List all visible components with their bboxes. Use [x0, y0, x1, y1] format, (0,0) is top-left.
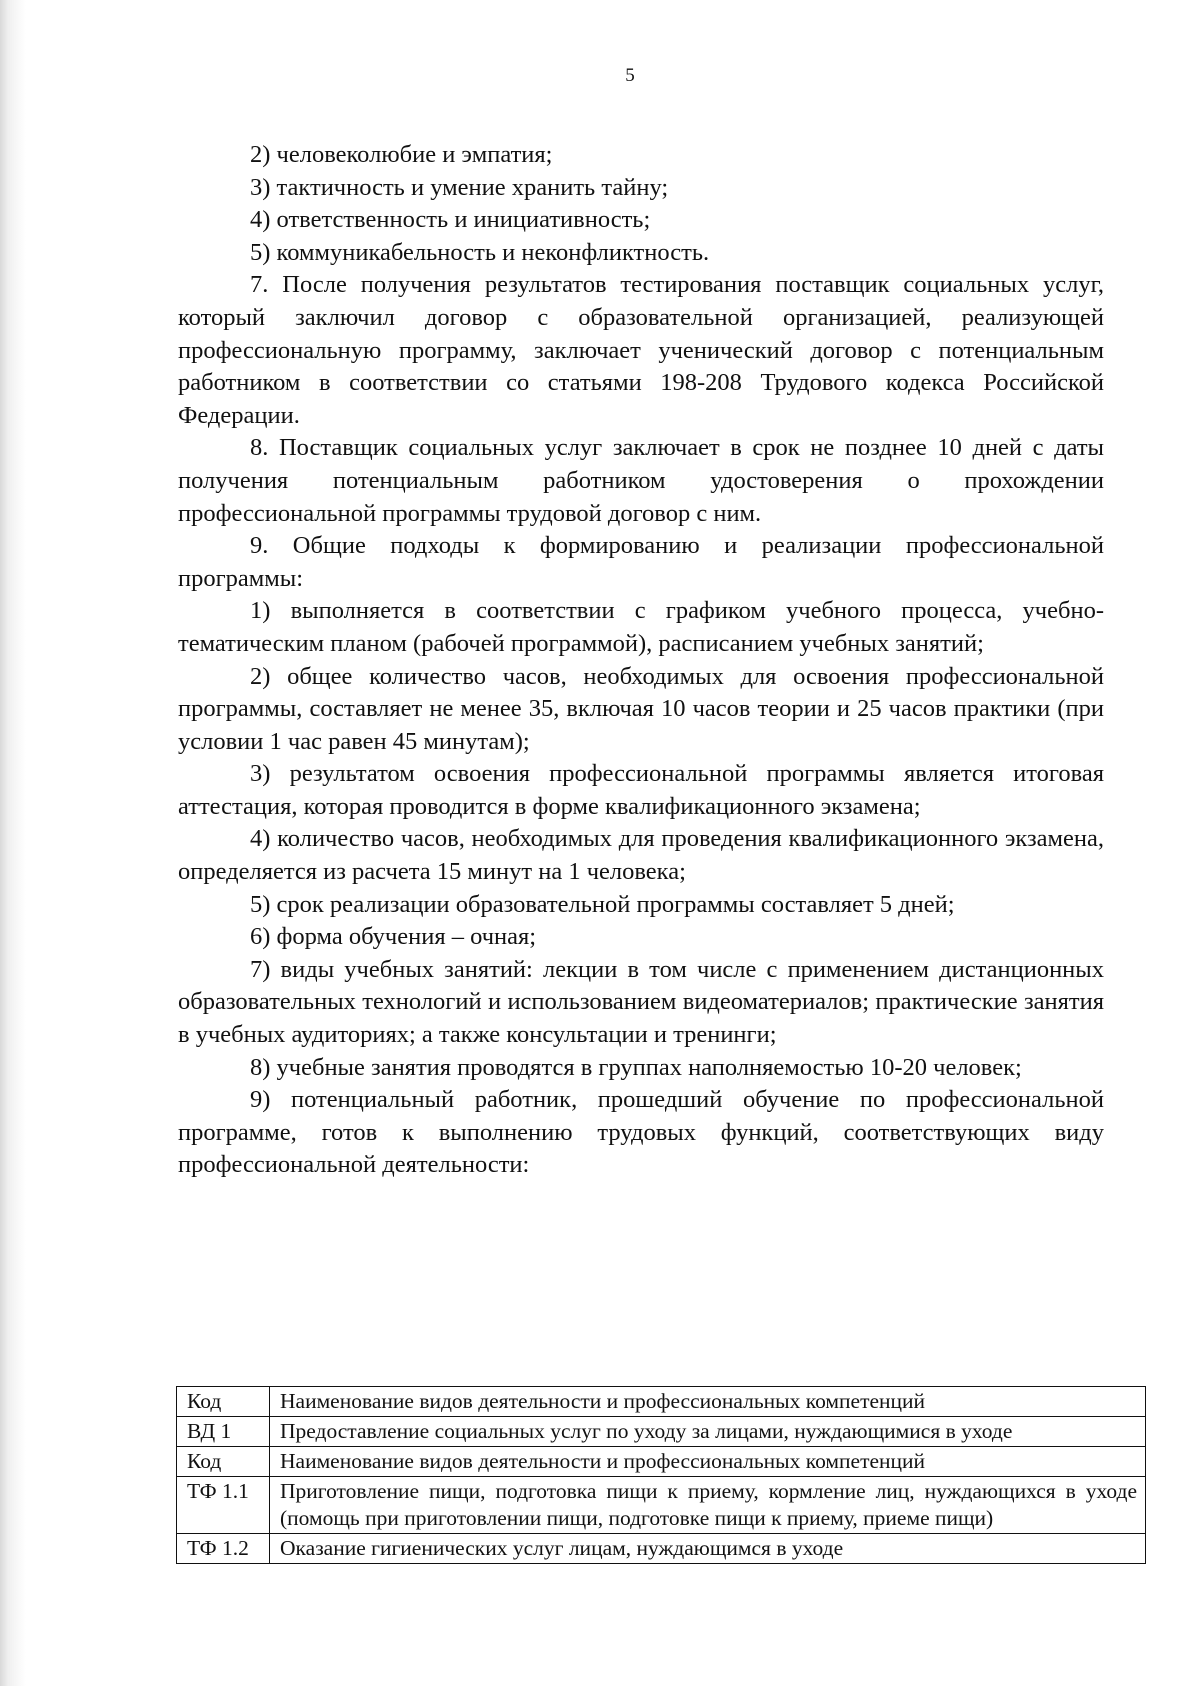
- subclause-5: 5) срок реализации образовательной программы составляет 5 дней;: [250, 890, 955, 918]
- list-item-4: 4) ответственность и инициативность;: [250, 206, 651, 234]
- scan-edge-shadow: [0, 0, 26, 1686]
- subclause-2: 2) общее количество часов, необходимых для освоения профессиональной программы, составляет не менее 35, включая 10 часов теории и 25 часов практики (при условии 1 час равен 45 минутам);: [178, 662, 1104, 755]
- table-cell-name: Наименование видов деятельности и профессиональных компетенций: [270, 1447, 1146, 1477]
- list-item-2: 2) человеколюбие и эмпатия;: [250, 141, 553, 168]
- list-item-3: 3) тактичность и умение хранить тайну;: [250, 173, 669, 201]
- table-row: [177, 1417, 1146, 1447]
- clause-8: 8. Поставщик социальных услуг заключает в срок не позднее 10 дней с даты получения потенциальным работником удостоверения о прохождении профессиональной программы трудовой договор с ним.: [178, 434, 1104, 527]
- subclause-6: 6) форма обучения – очная;: [250, 923, 537, 951]
- clause-7: 7. После получения результатов тестирования поставщик социальных услуг, который заключил договор с образовательной организацией, реализующей профессиональную программу, заключает ученический договор с потенциальным работником в соответствии со статьями 198-208 Трудового кодекса Российской Федерации.: [178, 271, 1104, 429]
- clause-9: 9. Общие подходы к формированию и реализации профессиональной программы:: [178, 532, 1104, 592]
- subclause-8: 8) учебные занятия проводятся в группах наполняемостью 10-20 человек;: [250, 1053, 1022, 1081]
- page-number: 5: [625, 65, 635, 86]
- table-cell-name: Наименование видов деятельности и профессиональных компетенций: [270, 1387, 1146, 1417]
- subclause-3: 3) результатом освоения профессиональной программы является итоговая аттестация, которая проводится в форме квалификационного экзамена;: [178, 760, 1104, 820]
- table-cell-name: Предоставление социальных услуг по уходу за лицами, нуждающимися в уходе: [270, 1417, 1146, 1447]
- subclause-9: 9) потенциальный работник, прошедший обучение по профессиональной программе, готов к выполнению трудовых функций, соответствующих виду профессиональной деятельности:: [178, 1086, 1104, 1179]
- table-cell-code: ТФ 1.2: [177, 1534, 270, 1564]
- table-cell-code: Код: [177, 1387, 270, 1417]
- list-item-5: 5) коммуникабельность и неконфликтность.: [250, 238, 710, 266]
- table-row: [177, 1477, 1146, 1534]
- subclause-4: 4) количество часов, необходимых для проведения квалификационного экзамена, определяется из расчета 15 минут на 1 человека;: [178, 825, 1104, 886]
- table-row: [177, 1534, 1146, 1564]
- table-cell-code: ВД 1: [177, 1417, 270, 1447]
- subclause-7: 7) виды учебных занятий: лекции в том числе с применением дистанционных образовательных технологий и использованием видеоматериалов; практические занятия в учебных аудиториях; а также консультации и тренинги;: [178, 955, 1104, 1049]
- table-cell-name: Приготовление пищи, подготовка пищи к приему, кормление лиц, нуждающихся в уходе (помощь при приготовлении пищи, подготовке пищи к приему, приеме пищи): [270, 1477, 1146, 1534]
- table-cell-code: Код: [177, 1447, 270, 1477]
- table-row: [177, 1447, 1146, 1477]
- table-row: [177, 1387, 1146, 1417]
- subclause-1: 1) выполняется в соответствии с графиком учебного процесса, учебно-тематическим планом (рабочей программой), расписанием учебных занятий;: [178, 597, 1104, 657]
- competencies-table: [176, 1386, 1146, 1564]
- table-cell-name: Оказание гигиенических услуг лицам, нуждающимся в уходе: [270, 1534, 1146, 1564]
- document-body: [178, 139, 1104, 1182]
- table-cell-code: ТФ 1.1: [177, 1477, 270, 1534]
